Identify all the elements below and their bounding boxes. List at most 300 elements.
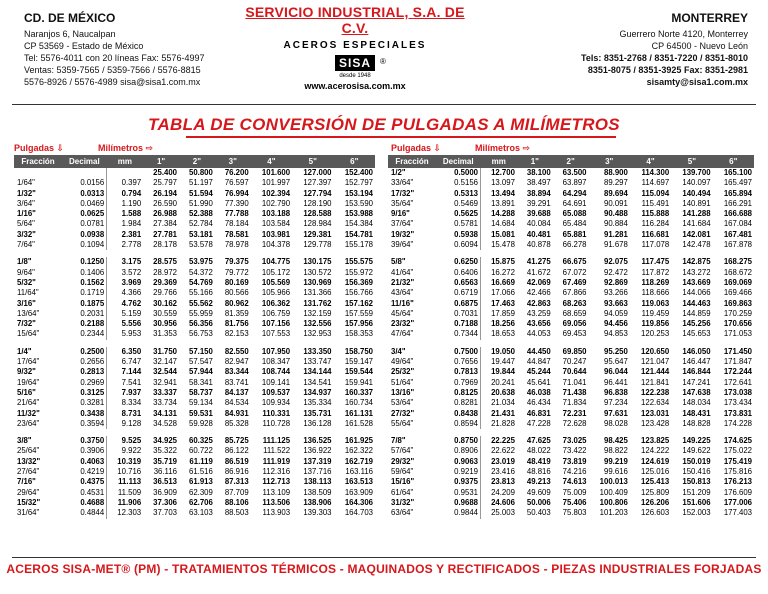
mm-cell: 11.113 [118, 477, 142, 487]
inch-offset-cell: 161.131 [344, 408, 373, 418]
inch-offset-cell: 76.994 [224, 188, 249, 198]
fraction-cell: 17/64" [17, 357, 40, 367]
decimal-cell: 0.9844 [436, 508, 481, 518]
decimal-cell: 0.0156 [62, 178, 107, 188]
mm-cell: 15.478 [491, 240, 515, 250]
inch-offset-cell: 156.369 [344, 277, 373, 287]
decimal-cell: 0.0625 [62, 209, 107, 219]
inch-offset-cell: 65.088 [562, 209, 587, 219]
mm-cell: 18.256 [491, 319, 515, 329]
table-row [388, 189, 754, 199]
table-row [388, 329, 754, 339]
inch-offset-cell: 123.825 [641, 436, 670, 446]
inch-offset-cell: 98.425 [604, 436, 628, 446]
group-spacer [14, 340, 375, 347]
inch-offset-cell: 66.278 [562, 240, 587, 250]
decimal-cell: 0.3438 [62, 409, 107, 419]
inch-offset-cell: 132.159 [303, 308, 332, 318]
inch-offset-cell: 71.041 [562, 377, 587, 387]
mm-cell: 21.431 [491, 408, 515, 418]
inch-offset-cell: 76.597 [224, 178, 249, 188]
table-row [388, 230, 754, 240]
inch-offset-cell: 171.053 [723, 329, 752, 339]
fraction-cell: 31/64" [17, 508, 40, 518]
inch-offset-cell: 41.672 [526, 267, 551, 277]
fraction-cell: 39/64" [391, 240, 414, 250]
inch-offset-cell: 165.894 [723, 188, 752, 198]
mm-cell: 17.463 [491, 298, 515, 308]
inch-offset-cell: 165.100 [723, 168, 752, 177]
mm-cell: 23.416 [491, 467, 515, 477]
inch-offset-cell: 56.753 [188, 329, 213, 339]
spacer-cell [14, 250, 375, 257]
inch-offset-cell: 83.344 [224, 367, 249, 377]
fraction-cell: 3/16" [17, 298, 36, 308]
inch-offset-cell: 155.178 [344, 240, 373, 250]
inch-offset-cell: 82.153 [224, 329, 249, 339]
table-row [14, 378, 375, 388]
fraction-cell: 53/64" [391, 398, 414, 408]
spacer-cell [14, 340, 375, 347]
inch-offset-cell: 158.750 [344, 346, 373, 356]
inch-offset-cell: 127.794 [303, 188, 332, 198]
inch-offset-cell: 124.619 [641, 456, 670, 466]
inch-offset-cell: 135.334 [303, 398, 332, 408]
inch-offset-cell: 44.450 [526, 346, 551, 356]
decimal-cell: 0.5781 [436, 219, 481, 229]
decimal-cell: 0.0938 [62, 230, 107, 240]
decimal-cell [62, 168, 107, 178]
inch-offset-cell: 67.866 [562, 288, 587, 298]
inch-offset-cell: 63.500 [562, 168, 587, 177]
mm-cell: 16.272 [491, 267, 515, 277]
inch-offset-cell: 164.703 [344, 508, 373, 518]
inch-offset-cell: 65.484 [562, 219, 587, 229]
inch-offset-cell: 90.884 [604, 219, 628, 229]
inch-offset-cell: 53.578 [188, 240, 213, 250]
column-header: 5" [671, 155, 712, 168]
fraction-cell: 15/64" [17, 329, 40, 339]
inch-offset-cell: 154.384 [344, 219, 373, 229]
fraction-cell: 25/32" [391, 367, 415, 377]
column-header: 4" [251, 155, 292, 168]
inch-offset-cell: 173.831 [723, 408, 752, 418]
inch-offset-cell: 107.156 [261, 319, 291, 329]
table-row [388, 357, 754, 367]
table-row [388, 498, 754, 508]
column-header: Fracción [388, 155, 436, 168]
inch-offset-cell: 128.190 [303, 198, 332, 208]
mm-cell: 18.653 [491, 329, 515, 339]
inch-offset-cell: 109.537 [261, 387, 291, 397]
table-row [388, 199, 754, 209]
table-row [388, 257, 754, 267]
decimal-cell: 0.1250 [62, 257, 107, 267]
table-row [388, 178, 754, 188]
table-row [14, 199, 375, 209]
fraction-cell: 25/64" [17, 446, 40, 456]
column-header: Decimal [436, 155, 481, 168]
mm-cell: 10.319 [117, 456, 142, 466]
decimal-cell: 0.7656 [436, 357, 481, 367]
table-row [388, 268, 754, 278]
inch-offset-cell: 151.209 [682, 487, 711, 497]
column-header: mm [107, 155, 143, 168]
inch-offset-cell: 52.784 [188, 219, 213, 229]
inch-offset-cell: 80.566 [224, 288, 249, 298]
mm-cell: 2.381 [121, 229, 142, 239]
decimal-cell: 0.4844 [62, 508, 107, 518]
inch-offset-cell: 168.275 [723, 257, 752, 267]
inch-offset-cell: 31.353 [153, 329, 177, 339]
inch-offset-cell: 43.259 [526, 308, 551, 318]
inch-offset-cell: 94.456 [604, 319, 628, 329]
inch-offset-cell: 53.975 [188, 257, 213, 267]
table-row [388, 436, 754, 446]
decimal-cell: 0.2344 [62, 329, 107, 339]
column-header: 5" [292, 155, 333, 168]
fraction-cell: 13/16" [391, 387, 415, 397]
mm-cell: 13.891 [491, 198, 515, 208]
mm-cell: 0.397 [121, 178, 142, 188]
inch-offset-cell: 135.731 [303, 408, 332, 418]
inch-offset-cell: 84.137 [224, 387, 249, 397]
mexico-address-line: Naranjos 6, Naucalpan [24, 29, 116, 39]
mm-cell: 13.097 [491, 178, 515, 188]
inch-offset-cell: 59.928 [188, 418, 213, 428]
column-header: 6" [334, 155, 376, 168]
inch-offset-cell: 80.962 [224, 298, 249, 308]
inch-offset-cell: 69.850 [562, 346, 587, 356]
decimal-cell: 0.6875 [436, 299, 481, 309]
mm-cell: 24.606 [491, 497, 515, 507]
column-header: 4" [630, 155, 671, 168]
inch-offset-cell: 73.025 [562, 436, 587, 446]
inch-offset-cell: 151.606 [682, 497, 711, 507]
logo-block [230, 51, 480, 72]
spacer-cell [388, 250, 754, 257]
fraction-cell: 61/64" [391, 487, 414, 497]
mm-cell: 4.366 [121, 288, 142, 298]
fraction-cell: 29/32" [391, 456, 415, 466]
inch-offset-cell: 48.022 [526, 446, 551, 456]
fraction-cell: 37/64" [391, 219, 414, 229]
table-row [14, 419, 375, 429]
spacer-cell [388, 429, 754, 436]
decimal-cell: 0.1094 [62, 240, 107, 250]
inch-offset-cell: 28.178 [153, 240, 177, 250]
inch-offset-cell: 40.878 [526, 240, 551, 250]
column-header: 1" [517, 155, 553, 168]
inch-offset-cell: 114.300 [641, 168, 670, 177]
inch-offset-cell: 159.941 [344, 377, 373, 387]
page-title: TABLA DE CONVERSIÓN DE PULGADAS A MILÍMETROS [148, 115, 620, 134]
inch-offset-cell: 100.409 [599, 487, 628, 497]
monterrey-address-line: CP 64500 - Nuevo León [651, 41, 748, 51]
inch-offset-cell: 146.844 [682, 367, 711, 377]
inch-offset-cell: 77.788 [224, 209, 249, 219]
mm-cell: 9.128 [121, 418, 142, 428]
inch-offset-cell: 141.684 [682, 219, 711, 229]
inch-offset-cell: 105.172 [261, 267, 291, 277]
inch-offset-cell: 162.322 [344, 446, 373, 456]
decimal-cell: 0.0469 [62, 199, 107, 209]
inch-offset-cell: 150.813 [682, 477, 711, 487]
inch-offset-cell: 78.978 [224, 240, 249, 250]
milimetros-label: Milímetros ⇨ [98, 143, 154, 153]
inch-offset-cell: 170.259 [723, 308, 752, 318]
inch-offset-cell: 58.341 [188, 377, 213, 387]
decimal-cell: 0.8594 [436, 419, 481, 429]
inch-offset-cell: 39.291 [526, 198, 551, 208]
inch-offset-cell: 45.641 [526, 377, 551, 387]
mm-cell: 3.969 [121, 277, 142, 287]
mm-cell: 15.875 [491, 257, 515, 267]
conversion-table-right [388, 155, 754, 519]
table-row [388, 477, 754, 487]
inch-offset-cell: 34.131 [153, 408, 177, 418]
mexico-address-line: CP 53569 - Estado de México [24, 41, 144, 51]
fraction-cell: 27/32" [391, 408, 415, 418]
inch-offset-cell: 71.834 [562, 398, 587, 408]
inch-offset-cell: 123.428 [641, 418, 670, 428]
fraction-cell: 13/32" [17, 456, 41, 466]
inch-offset-cell: 128.588 [303, 209, 332, 219]
inch-offset-cell: 50.800 [188, 168, 213, 177]
mm-cell: 2.778 [121, 240, 142, 250]
table-row [388, 378, 754, 388]
fraction-cell: 35/64" [391, 198, 414, 208]
inch-offset-cell: 138.906 [303, 497, 332, 507]
decimal-cell: 0.4219 [62, 467, 107, 477]
inch-offset-cell: 85.328 [224, 418, 249, 428]
inch-offset-cell: 86.519 [224, 456, 249, 466]
mm-cell: 22.225 [491, 436, 515, 446]
inch-offset-cell: 125.016 [641, 467, 670, 477]
inch-offset-cell: 29.369 [153, 277, 177, 287]
inch-offset-cell: 157.559 [344, 308, 373, 318]
inch-offset-cell: 82.947 [224, 357, 249, 367]
mm-cell: 5.556 [121, 319, 142, 329]
inch-offset-cell: 125.413 [641, 477, 670, 487]
fraction-cell: 15/32" [17, 497, 41, 507]
inch-offset-cell: 78.184 [224, 219, 249, 229]
inch-offset-cell: 112.713 [262, 477, 291, 487]
inch-offset-cell: 115.888 [641, 209, 670, 219]
pulgadas-label: Pulgadas ⇩ [14, 143, 65, 153]
inch-offset-cell: 72.231 [562, 408, 587, 418]
table-row [388, 347, 754, 357]
inch-offset-cell: 79.375 [224, 257, 249, 267]
inch-offset-cell: 44.847 [526, 357, 551, 367]
inch-offset-cell: 166.688 [723, 209, 752, 219]
footer-services: ACEROS SISA-MET® (PM) - TRATAMIENTOS TÉRMICOS - MAQUINADOS Y RECTIFICADOS - PIEZAS INDUSTRIALES FORJADAS [6, 562, 762, 576]
table-row [14, 319, 375, 329]
fraction-cell: 59/64" [391, 467, 414, 477]
inch-offset-cell: 92.075 [604, 257, 628, 267]
inch-offset-cell: 54.769 [188, 277, 213, 287]
fraction-cell: 3/32" [17, 229, 36, 239]
decimal-cell: 0.5938 [436, 230, 481, 240]
inch-offset-cell: 43.656 [526, 319, 551, 329]
decimal-cell: 0.3594 [62, 419, 107, 429]
fraction-cell: 5/64" [17, 219, 35, 229]
inch-offset-cell: 125.809 [641, 487, 670, 497]
inch-offset-cell: 131.762 [303, 298, 332, 308]
inch-offset-cell: 155.972 [344, 267, 373, 277]
title-underline [186, 136, 616, 138]
inch-offset-cell: 121.444 [641, 367, 670, 377]
inch-offset-cell: 146.447 [682, 357, 711, 367]
mm-cell: 17.859 [491, 308, 515, 318]
mm-cell: 3.175 [121, 257, 142, 267]
inch-offset-cell: 69.453 [562, 329, 587, 339]
mm-cell: 3.572 [121, 267, 142, 277]
inch-offset-cell: 66.675 [562, 257, 587, 267]
inch-offset-cell: 31.750 [153, 346, 177, 356]
conversion-table-left [14, 155, 375, 519]
inch-offset-cell: 134.937 [303, 387, 332, 397]
inch-offset-cell: 172.244 [723, 367, 752, 377]
inch-offset-cell: 130.572 [303, 267, 332, 277]
decimal-cell: 0.1406 [62, 268, 107, 278]
fraction-cell: 33/64" [391, 178, 414, 188]
inch-offset-cell: 169.863 [723, 298, 752, 308]
mm-cell: 1.190 [121, 198, 142, 208]
inch-offset-cell: 47.228 [526, 418, 551, 428]
inch-offset-cell: 96.441 [604, 377, 628, 387]
inch-offset-cell: 60.325 [188, 436, 213, 446]
decimal-cell: 0.9531 [436, 488, 481, 498]
inch-offset-cell: 134.541 [303, 377, 332, 387]
inch-offset-cell: 96.044 [604, 367, 628, 377]
decimal-cell: 0.2188 [62, 319, 107, 329]
inch-offset-cell: 46.434 [526, 398, 551, 408]
fraction-cell: 1/16" [17, 209, 36, 219]
fraction-cell [14, 168, 62, 178]
inch-offset-cell: 46.038 [526, 387, 551, 397]
inch-offset-cell: 30.559 [153, 308, 177, 318]
inch-offset-cell: 38.100 [526, 168, 551, 177]
fraction-cell: 9/16" [391, 209, 410, 219]
company-block [230, 4, 480, 91]
inch-offset-cell: 56.356 [188, 319, 213, 329]
inch-offset-cell: 48.816 [526, 467, 551, 477]
inch-offset-cell: 95.250 [604, 346, 628, 356]
inch-offset-cell: 144.066 [682, 288, 711, 298]
inch-offset-cell: 120.253 [641, 329, 670, 339]
decimal-cell: 0.3906 [62, 446, 107, 456]
fraction-cell: 1/8" [17, 257, 32, 267]
inch-offset-cell: 118.269 [641, 277, 670, 287]
fraction-cell: 1/64" [17, 178, 35, 188]
inch-offset-cell: 33.337 [153, 387, 177, 397]
decimal-cell: 0.5000 [436, 168, 481, 178]
inch-offset-cell: 80.169 [224, 277, 249, 287]
inch-offset-cell: 173.038 [723, 387, 752, 397]
table-row [14, 168, 375, 178]
table-row [14, 329, 375, 339]
inch-offset-cell: 147.241 [682, 377, 711, 387]
group-spacer [388, 250, 754, 257]
inch-offset-cell: 140.891 [682, 198, 711, 208]
inch-offset-cell: 154.781 [344, 229, 373, 239]
inch-offset-cell: 87.313 [224, 477, 249, 487]
fraction-cell: 7/8" [391, 436, 406, 446]
column-header: mm [481, 155, 517, 168]
mm-cell [107, 168, 143, 178]
spacer-cell [388, 340, 754, 347]
table-row [388, 319, 754, 329]
fraction-cell: 43/64" [391, 288, 414, 298]
inch-offset-cell: 90.091 [604, 198, 628, 208]
inch-offset-cell: 84.931 [224, 408, 249, 418]
inch-offset-cell: 59.531 [188, 408, 213, 418]
inch-offset-cell: 160.734 [344, 398, 373, 408]
mm-cell: 6.747 [121, 357, 142, 367]
fraction-cell: 1/4" [17, 346, 32, 356]
table-row [388, 508, 754, 518]
inch-offset-cell: 41.275 [526, 257, 551, 267]
decimal-cell: 0.2813 [62, 367, 107, 377]
inch-offset-cell: 152.400 [344, 168, 373, 177]
inch-offset-cell: 32.147 [153, 357, 177, 367]
inch-offset-cell: 117.872 [641, 267, 670, 277]
column-header: 3" [589, 155, 630, 168]
inch-offset-cell: 51.197 [188, 178, 213, 188]
inch-offset-cell: 126.603 [641, 508, 670, 518]
inch-offset-cell: 45.244 [526, 367, 551, 377]
inch-offset-cell: 119.063 [641, 298, 670, 308]
table-row [14, 409, 375, 419]
table-row [14, 230, 375, 240]
inch-offset-cell: 152.003 [682, 508, 711, 518]
table-row [14, 219, 375, 229]
inch-offset-cell: 55.166 [188, 288, 213, 298]
inch-offset-cell: 108.744 [261, 367, 291, 377]
inch-offset-cell: 129.381 [303, 229, 332, 239]
inch-offset-cell: 74.216 [562, 467, 587, 477]
inch-offset-cell: 98.028 [604, 418, 628, 428]
inch-offset-cell: 174.625 [723, 436, 752, 446]
table-row [14, 288, 375, 298]
inch-offset-cell: 97.631 [604, 408, 628, 418]
fraction-cell: 9/64" [17, 267, 35, 277]
table-row [388, 240, 754, 250]
decimal-cell: 0.7969 [436, 378, 481, 388]
inch-offset-cell: 127.000 [303, 168, 332, 177]
inch-offset-cell: 138.113 [303, 477, 332, 487]
inch-offset-cell: 142.478 [682, 240, 711, 250]
fraction-cell: 55/64" [391, 418, 414, 428]
inch-offset-cell: 169.069 [723, 277, 752, 287]
inch-offset-cell: 142.875 [682, 257, 711, 267]
inch-offset-cell: 108.347 [261, 357, 291, 367]
table-row [14, 498, 375, 508]
column-header: Decimal [62, 155, 107, 168]
fraction-cell: 31/32" [391, 497, 415, 507]
table-row [14, 278, 375, 288]
inch-offset-cell: 153.194 [344, 188, 373, 198]
inch-offset-cell: 160.337 [344, 387, 373, 397]
fraction-cell: 15/16" [391, 477, 415, 487]
inch-offset-cell: 64.294 [562, 188, 587, 198]
inch-offset-cell: 58.737 [188, 387, 213, 397]
inch-offset-cell: 163.513 [344, 477, 373, 487]
mm-cell: 14.288 [491, 209, 515, 219]
website-link[interactable]: www.acerosisa.com.mx [304, 81, 406, 91]
inch-offset-cell: 38.894 [526, 188, 551, 198]
